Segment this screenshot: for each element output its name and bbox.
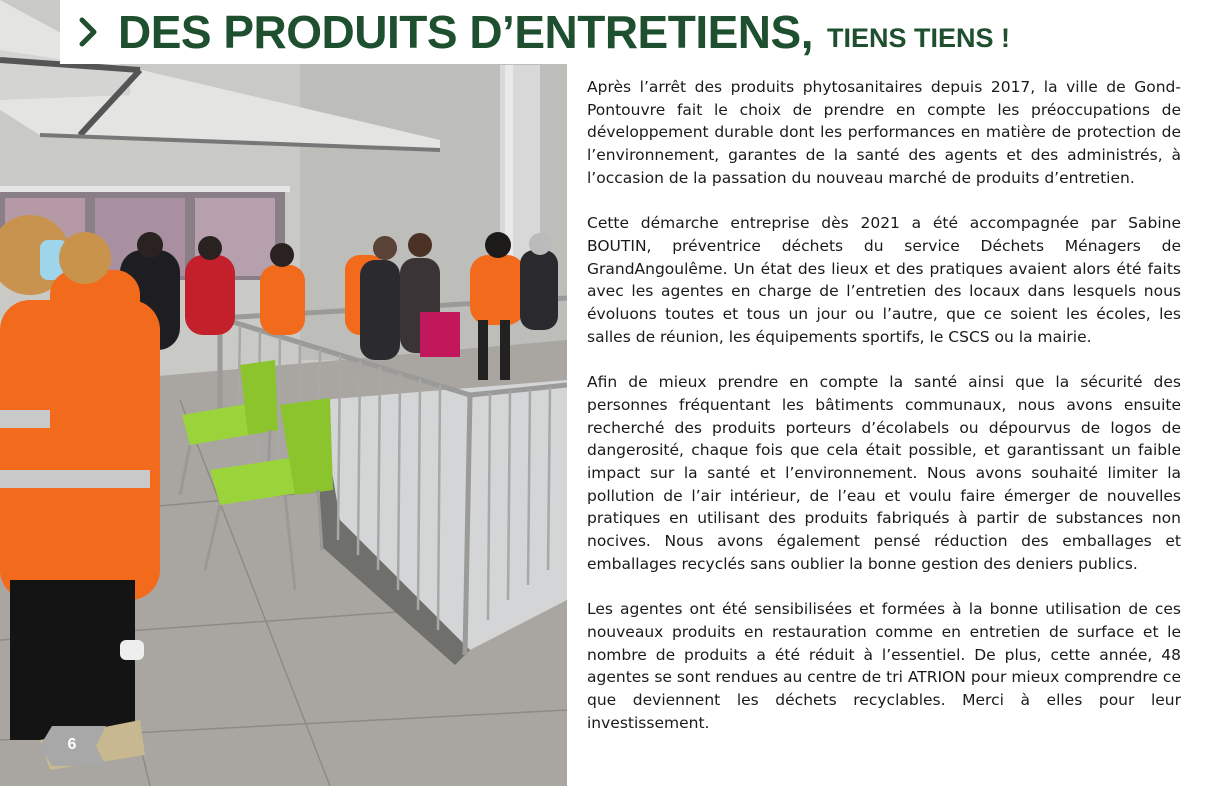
page-subtitle: TIENS TIENS !	[826, 22, 1010, 53]
page-number-badge	[40, 726, 106, 766]
page-title: DES PRODUITS D’ENTRETIENS,	[118, 6, 813, 58]
article-paragraph-2: Cette démarche entreprise dès 2021 a été accompagnée par Sabine BOUTIN, préventrice déchets du service Déchets Ménagers de GrandAngoulême. Un état des lieux et des pratiques avaient alors été faits avec les agentes en charge de l’entretien des locaux dans lesquels nous évoluons toutes et tous un jour ou l’autre, que ce soient les écoles, les salles de réunion, les équipements sportifs, le CSCS ou la mairie.	[587, 214, 1181, 346]
page-number: 6	[67, 736, 77, 753]
group-photo	[0, 0, 567, 786]
article-paragraph-1: Après l’arrêt des produits phytosanitaires depuis 2017, la ville de Gond-Pontouvre fait le choix de prendre en compte les préoccupations de développement durable dont les performances en matière de protection de l’environnement, garantes de la santé des agents et des administrés, à l’occasion de la passation du nouveau marché de produits d’entretien.	[587, 78, 1181, 187]
article-paragraph-4: Les agentes ont été sensibilisées et formées à la bonne utilisation de ces nouveaux produits en restauration comme en entretien de surface et le nombre de produits a été réduit à l’essentiel. De plus, cette année, 48 agentes se sont rendues au centre de tri ATRION pour mieux comprendre ce que deviennent les déchets recyclables. Merci à elles pour leur investissement.	[587, 600, 1181, 732]
chevron-right-icon	[68, 0, 108, 64]
article-body	[587, 76, 1181, 757]
article-paragraph-3: Afin de mieux prendre en compte la santé ainsi que la sécurité des personnes fréquentant les bâtiments communaux, nous avons ensuite recherché des produits porteurs d’écolabels ou dépourvus de logos de dangerosité, chaque fois que cela était possible, et garantissant un faible impact sur la santé et l’environnement. Nous avons souhaité limiter la pollution de l’air intérieur, de l’eau et voulu faire émerger de nouvelles pratiques en utilisant des produits fabriqués à partir de substances non nocives. Nous avons également pensé réduction des emballages et emballages recyclés sans oublier la bonne gestion des deniers publics.	[587, 373, 1181, 573]
title-bar	[60, 0, 1207, 64]
